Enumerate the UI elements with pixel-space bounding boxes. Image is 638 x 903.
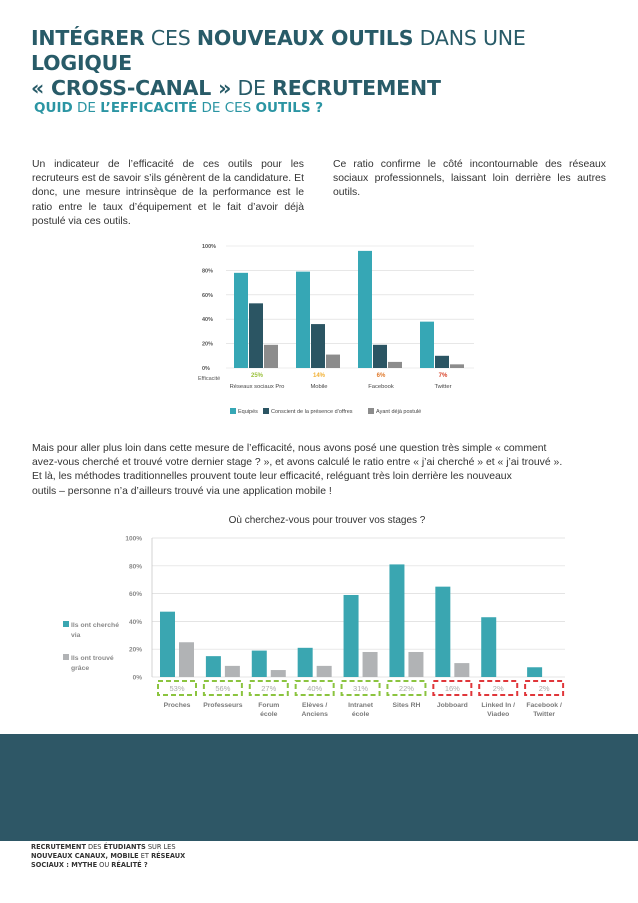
page-title: INTÉGRER CES NOUVEAUX OUTILS DANS UNE LOGIQUE « CROSS-CANAL » DE RECRUTEMENT bbox=[31, 26, 526, 100]
y-tick-label: 0% bbox=[202, 366, 210, 372]
bar bbox=[435, 356, 449, 368]
section-subtitle: QUID DE L’EFFICACITÉ DE CES OUTILS ? bbox=[34, 100, 324, 116]
bar bbox=[311, 324, 325, 368]
bar bbox=[225, 666, 240, 677]
bar bbox=[326, 355, 340, 368]
ratio-value: 40% bbox=[307, 684, 323, 693]
bar bbox=[450, 364, 464, 368]
bar bbox=[420, 322, 434, 368]
y-tick-label: 100% bbox=[202, 244, 217, 250]
intro-paragraph-left: Un indicateur de l’efficacité de ces outils pour les recruteurs est de savoir s’ils génèrent de la candidature. Et donc, une mesure intrinsèque de la performance est le ratio entre le taux d’équipement et le fait d’avoir déjà postulé via ces outils. bbox=[32, 159, 304, 227]
ratio-value: 2% bbox=[538, 684, 550, 693]
bar bbox=[408, 652, 423, 677]
bar bbox=[454, 663, 469, 677]
bar bbox=[160, 612, 175, 677]
bar bbox=[264, 345, 278, 368]
y-tick-label: 60% bbox=[202, 292, 214, 299]
legend-label: Conscient de la présence d’offres bbox=[271, 409, 353, 415]
category-label: Professeurs bbox=[203, 702, 243, 709]
legend-swatch bbox=[63, 621, 69, 627]
category-label: école bbox=[260, 711, 278, 718]
category-label: Réseaux sociaux Pro bbox=[229, 384, 285, 390]
ratio-value: 2% bbox=[492, 684, 504, 693]
ratio-value: 31% bbox=[353, 684, 369, 693]
y-tick-label: 40% bbox=[202, 317, 214, 324]
y-tick-label: 20% bbox=[128, 646, 142, 654]
y-tick-label: 100% bbox=[125, 535, 142, 543]
y-tick-label: 40% bbox=[128, 618, 142, 626]
footer-note: RECRUTEMENT DES ÉTUDIANTS SUR LES NOUVEAUX CANAUX, MOBILE ET RÉSEAUX SOCIAUX : MYTHE OU RÉALITÉ ? bbox=[31, 843, 186, 870]
category-label: école bbox=[351, 711, 370, 718]
footer-band bbox=[0, 734, 638, 841]
category-label: Anciens bbox=[301, 711, 328, 718]
legend-swatch bbox=[63, 654, 69, 660]
category-label: Twitter bbox=[434, 384, 452, 390]
efficacy-value: 6% bbox=[376, 373, 386, 379]
bar bbox=[206, 656, 221, 677]
bar bbox=[389, 564, 404, 677]
bar bbox=[252, 651, 267, 677]
category-label: Mobile bbox=[310, 384, 328, 390]
middle-paragraph: Mais pour aller plus loin dans cette mesure de l’efficacité, nous avons posé une question très simple « comment avez-vous cherché et trouvé votre dernier stage ? », et avons calculé le ratio entre « j’ai cherché » et « j’ai trouvé ». Et là, les méthodes traditionnelles prouvent toute leur efficacité, reléguant très loin derrière les nouveaux outils – personne n’a d’ailleurs trouvé via une application mobile ! bbox=[32, 443, 563, 497]
category-label: Twitter bbox=[533, 711, 556, 718]
legend-label: Equipés bbox=[238, 409, 258, 415]
legend-swatch bbox=[263, 408, 269, 414]
y-tick-label: 80% bbox=[202, 268, 214, 275]
category-label: Facebook / bbox=[526, 702, 562, 709]
search-vs-found-bar-chart bbox=[40, 508, 600, 728]
ratio-value: 56% bbox=[215, 684, 231, 693]
bar bbox=[296, 272, 310, 368]
legend-label: Ils ont cherché bbox=[71, 622, 119, 629]
legend-label: Ayant déjà postulé bbox=[376, 409, 422, 415]
chart-title: Où cherchez-vous pour trouver vos stages ? bbox=[228, 515, 426, 526]
bar bbox=[344, 595, 359, 677]
category-label: Elèves / bbox=[302, 702, 328, 709]
category-label: Sites RH bbox=[392, 702, 421, 709]
legend-swatch bbox=[230, 408, 236, 414]
efficacy-bar-chart bbox=[190, 238, 480, 428]
y-tick-label: 60% bbox=[128, 591, 142, 599]
bar bbox=[317, 666, 332, 677]
bar bbox=[363, 652, 378, 677]
legend-label: grâce bbox=[71, 665, 90, 672]
bar bbox=[179, 642, 194, 677]
legend-label: via bbox=[71, 632, 81, 639]
bar bbox=[249, 303, 263, 368]
legend-label: Ils ont trouvé bbox=[71, 655, 114, 662]
category-label: Proches bbox=[163, 702, 191, 709]
bar bbox=[271, 670, 286, 677]
legend-swatch bbox=[368, 408, 374, 414]
ratio-value: 27% bbox=[261, 684, 277, 693]
bar bbox=[373, 345, 387, 368]
efficacy-value: 14% bbox=[312, 373, 326, 379]
efficacy-value: 7% bbox=[438, 373, 448, 379]
row-label: Efficacité bbox=[198, 376, 221, 382]
bar bbox=[234, 273, 248, 368]
category-label: Intranet bbox=[348, 702, 374, 709]
category-label: Linked In / bbox=[481, 702, 516, 709]
efficacy-value: 25% bbox=[250, 373, 264, 379]
y-tick-label: 80% bbox=[128, 563, 142, 571]
bar bbox=[527, 667, 542, 677]
ratio-value: 16% bbox=[444, 684, 460, 693]
y-tick-label: 0% bbox=[132, 674, 142, 682]
bar bbox=[298, 648, 313, 677]
bar bbox=[435, 587, 450, 677]
ratio-value: 53% bbox=[169, 684, 185, 693]
y-tick-label: 20% bbox=[202, 341, 214, 348]
category-label: Facebook bbox=[368, 384, 394, 390]
bar bbox=[388, 362, 402, 368]
category-label: Forum bbox=[258, 702, 280, 709]
category-label: Jobboard bbox=[436, 702, 468, 709]
category-label: Viadeo bbox=[487, 711, 510, 718]
bar bbox=[481, 617, 496, 677]
bar bbox=[358, 251, 372, 368]
intro-paragraph-right: Ce ratio confirme le côté incontournable des réseaux sociaux professionnels, laissant loin derrière les autres outils. bbox=[333, 159, 606, 199]
ratio-value: 22% bbox=[398, 684, 414, 693]
